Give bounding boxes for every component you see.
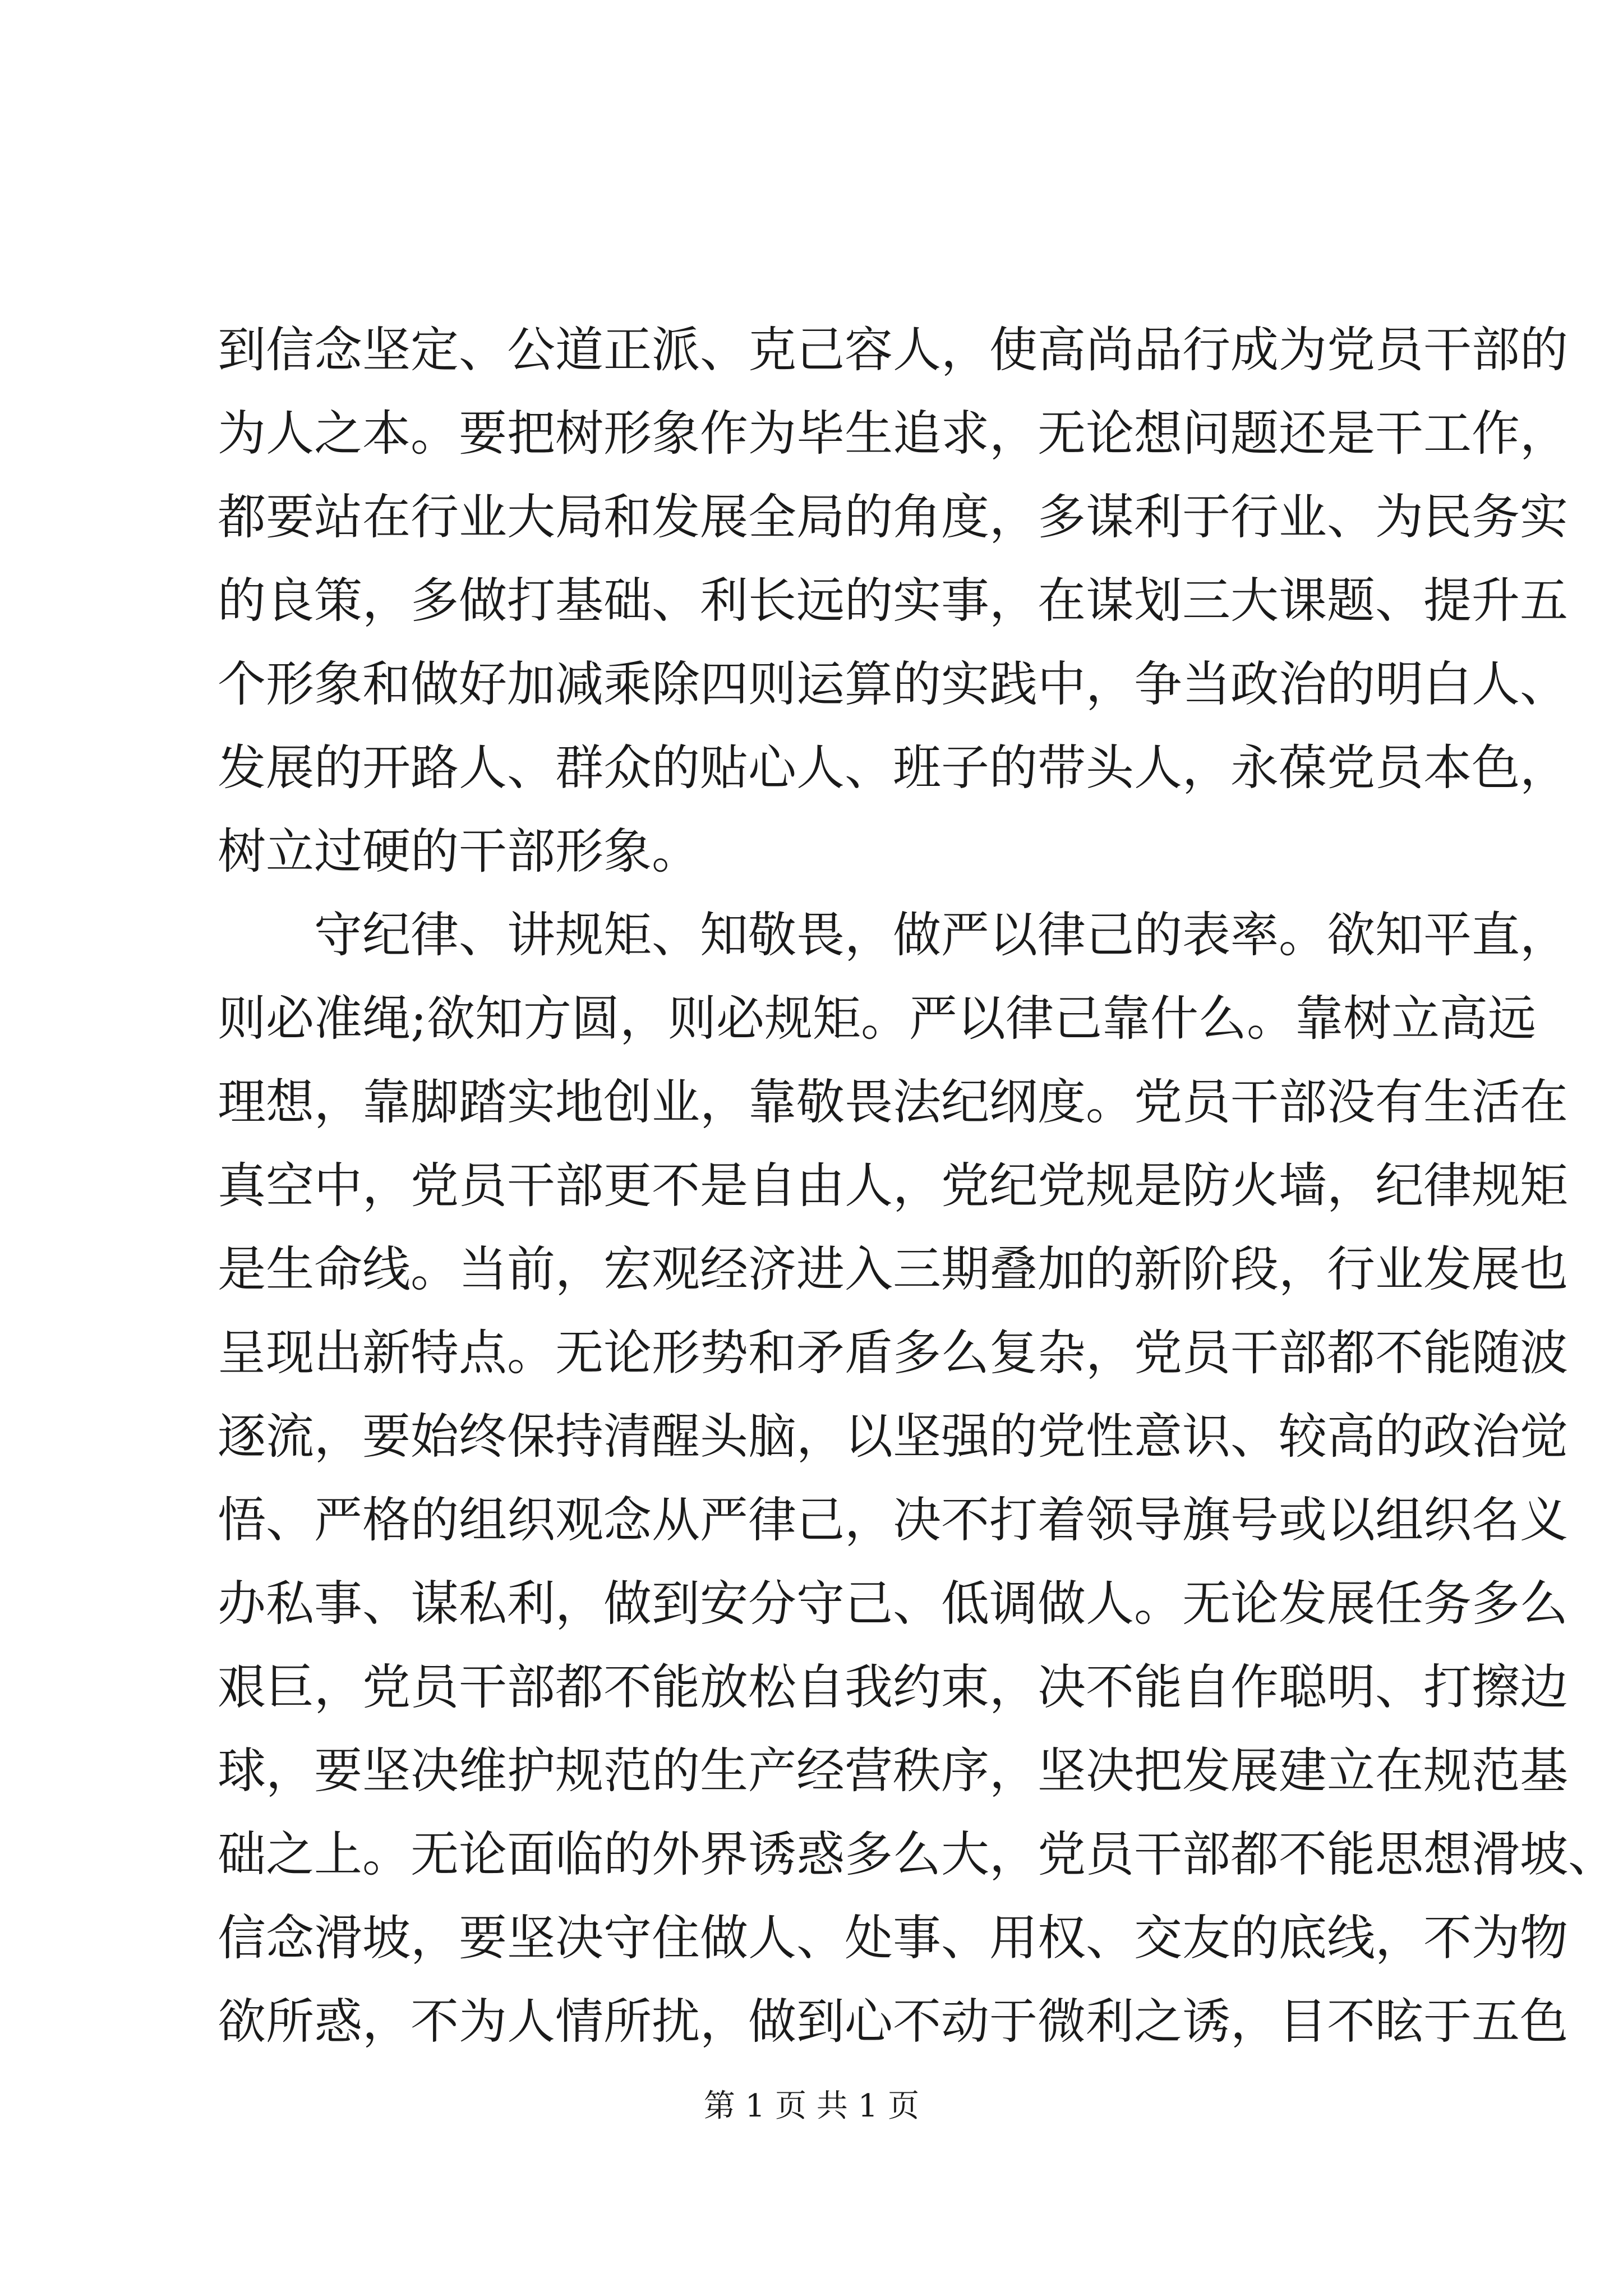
paragraph-line: 到信念坚定、公道正派、克己容人，使高尚品行成为党员干部的: [218, 322, 1568, 378]
paragraph-line: 信念滑坡，要坚决守住做人、处事、用权、交友的底线，不为物: [218, 1910, 1568, 1966]
paragraph-line: 发展的开路人、群众的贴心人、班子的带头人，永葆党员本色，: [218, 740, 1568, 796]
paragraph-line: 欲所惑，不为人情所扰，做到心不动于微利之诱，目不眩于五色: [218, 1994, 1568, 2050]
paragraph-line: 则必准绳;欲知方圆，则必规矩。严以律己靠什么。靠树立高远: [218, 991, 1536, 1047]
paragraph-line: 守纪律、讲规矩、知敬畏，做严以律己的表率。欲知平直，: [314, 907, 1568, 963]
paragraph-line: 逐流，要始终保持清醒头脑，以坚强的党性意识、较高的政治觉: [218, 1409, 1568, 1465]
paragraph-line: 真空中，党员干部更不是自由人，党纪党规是防火墙，纪律规矩: [218, 1158, 1568, 1214]
paragraph-line: 艰巨，党员干部都不能放松自我约束，决不能自作聪明、打擦边: [218, 1659, 1568, 1715]
paragraph-line: 个形象和做好加减乘除四则运算的实践中，争当政治的明白人、: [218, 656, 1568, 712]
page-number-label: 第 1 页 共 1 页: [703, 2088, 920, 2124]
paragraph-line: 办私事、谋私利，做到安分守己、低调做人。无论发展任务多么: [218, 1576, 1568, 1632]
paragraph-line: 树立过硬的干部形象。: [218, 823, 700, 880]
paragraph-line: 础之上。无论面临的外界诱惑多么大，党员干部都不能思想滑坡、: [218, 1826, 1616, 1883]
paragraph-line: 呈现出新特点。无论形势和矛盾多么复杂，党员干部都不能随波: [218, 1325, 1568, 1381]
document-body: [218, 309, 1616, 2064]
paragraph-line: 都要站在行业大局和发展全局的角度，多谋利于行业、为民务实: [218, 489, 1568, 545]
page-footer: [0, 2081, 1623, 2126]
paragraph-line: 的良策，多做打基础、利长远的实事，在谋划三大课题、提升五: [218, 573, 1568, 629]
paragraph-line: 理想，靠脚踏实地创业，靠敬畏法纪纲度。党员干部没有生活在: [218, 1074, 1568, 1130]
paragraph-1: [218, 309, 1568, 894]
paragraph-line: 悟、严格的组织观念从严律己，决不打着领导旗号或以组织名义: [218, 1492, 1568, 1548]
paragraph-line: 球，要坚决维护规范的生产经营秩序，坚决把发展建立在规范基: [218, 1743, 1568, 1799]
paragraph-line: 为人之本。要把树形象作为毕生追求，无论想问题还是干工作，: [218, 406, 1568, 462]
paragraph-line: 是生命线。当前，宏观经济进入三期叠加的新阶段，行业发展也: [218, 1241, 1568, 1297]
paragraph-2: [218, 894, 1616, 2064]
